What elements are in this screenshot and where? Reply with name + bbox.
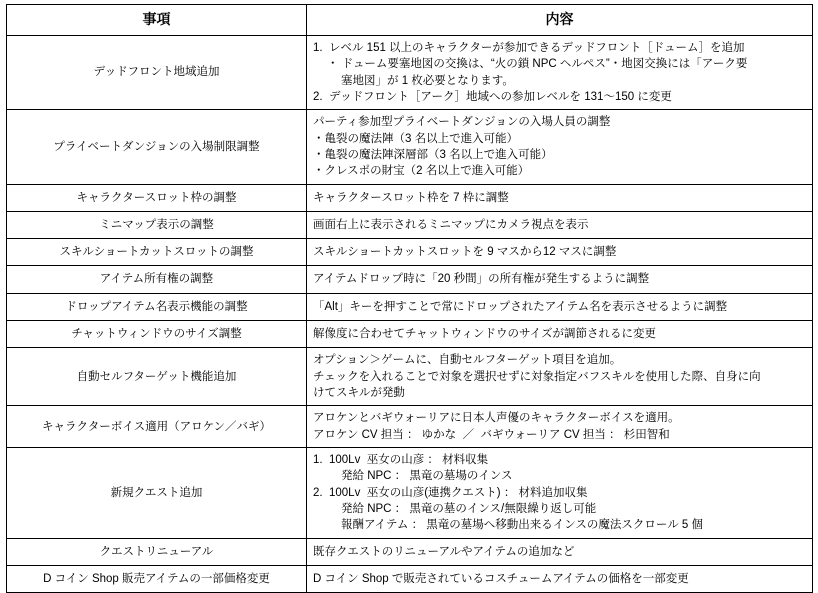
table-header bbox=[7, 5, 813, 36]
cell-item: デッドフロント地域追加 bbox=[7, 35, 307, 109]
description-line: ・亀裂の魔法陣（3 名以上で進入可能） bbox=[313, 132, 519, 145]
description-line: 既存クエストのリニューアルやアイテムの追加など bbox=[313, 545, 575, 558]
cell-item: スキルショートカットスロットの調整 bbox=[7, 239, 307, 266]
table-row bbox=[7, 110, 813, 184]
description-line: 1. レベル 151 以上のキャラクターが参加できるデッドフロント［ドューム］を追加 bbox=[313, 41, 745, 54]
cell-description bbox=[307, 184, 813, 211]
cell-description bbox=[307, 35, 813, 109]
cell-item: キャラクターボイス適用（アロケン／バギ） bbox=[7, 406, 307, 448]
cell-item: ドロップアイテム名表示機能の調整 bbox=[7, 293, 307, 320]
description-line: オプション＞ゲームに、自動セルフターゲット項目を追加。 bbox=[313, 354, 622, 367]
table-header-row bbox=[7, 5, 813, 36]
table-row bbox=[7, 406, 813, 448]
cell-description bbox=[307, 239, 813, 266]
cell-item: チャットウィンドウのサイズ調整 bbox=[7, 321, 307, 348]
description-line: 2. デッドフロント［アーク］地域への参加レベルを 131～150 に変更 bbox=[313, 90, 672, 103]
description-line: チェックを入れることで対象を選択せずに対象指定バフスキルを使用した際、自身に向 bbox=[313, 370, 761, 383]
cell-item: アイテム所有権の調整 bbox=[7, 266, 307, 293]
table-row bbox=[7, 211, 813, 238]
column-header-item: 事項 bbox=[7, 5, 307, 36]
cell-item: ミニマップ表示の調整 bbox=[7, 211, 307, 238]
table-row bbox=[7, 35, 813, 109]
table-body bbox=[7, 35, 813, 593]
column-header-description: 内容 bbox=[307, 5, 813, 36]
table-row bbox=[7, 266, 813, 293]
description-line: パーティ参加型プライベートダンジョンの入場人員の調整 bbox=[313, 116, 611, 129]
description-line: 「Alt」キーを押すことで常にドロップされたアイテム名を表示させるように調整 bbox=[313, 300, 728, 313]
description-line: 画面右上に表示されるミニマップにカメラ視点を表示 bbox=[313, 218, 589, 231]
description-line: ・ ドューム要塞地図の交換は、“火の鎖 NPC ヘルペス”・地図交換には「アーク要 bbox=[327, 58, 748, 71]
table-row bbox=[7, 348, 813, 406]
cell-description bbox=[307, 406, 813, 448]
description-line: 2. 100Lv 巫女の山彦(連携クエスト) ： 材料追加収集 bbox=[313, 486, 588, 499]
table-row bbox=[7, 538, 813, 565]
description-line: 1. 100Lv 巫女の山彦 ： 材料収集 bbox=[313, 454, 489, 467]
description-line: スキルショートカットスロットを 9 マスから12 マスに調整 bbox=[313, 246, 617, 259]
description-line: 発給 NPC ： 黒竜の墓のインス/無限繰り返し可能 bbox=[341, 503, 597, 516]
description-line: D コイン Shop で販売されているコスチュームアイテムの価格を一部変更 bbox=[313, 573, 689, 586]
table-row bbox=[7, 293, 813, 320]
cell-item: 新規クエスト追加 bbox=[7, 448, 307, 539]
cell-item: プライベートダンジョンの入場制限調整 bbox=[7, 110, 307, 184]
table-row bbox=[7, 239, 813, 266]
cell-item: クエストリニューアル bbox=[7, 538, 307, 565]
description-line: 発給 NPC ： 黒竜の墓場のインス bbox=[341, 470, 513, 483]
cell-description bbox=[307, 348, 813, 406]
description-line: キャラクタースロット枠を 7 枠に調整 bbox=[313, 191, 509, 204]
description-line: ・クレスポの財宝（2 名以上で進入可能） bbox=[313, 165, 530, 178]
cell-item: D コイン Shop 販売アイテムの一部価格変更 bbox=[7, 566, 307, 593]
description-line: 解像度に合わせてチャットウィンドウのサイズが調節されるに変更 bbox=[313, 328, 657, 341]
description-line: ・亀裂の魔法陣深層部（3 名以上で進入可能） bbox=[313, 148, 553, 161]
table-row bbox=[7, 184, 813, 211]
cell-description bbox=[307, 211, 813, 238]
description-line: けてスキルが発動 bbox=[313, 387, 405, 400]
cell-description bbox=[307, 566, 813, 593]
cell-description bbox=[307, 321, 813, 348]
cell-item: キャラクタースロット枠の調整 bbox=[7, 184, 307, 211]
description-line: アロケン CV 担当 ： ゆかな ／ バギウォーリア CV 担当 ： 杉田智和 bbox=[313, 428, 670, 441]
patch-notes-table bbox=[6, 4, 813, 593]
cell-description bbox=[307, 110, 813, 184]
cell-description bbox=[307, 266, 813, 293]
description-line: アイテムドロップ時に「20 秒間」の所有権が発生するように調整 bbox=[313, 273, 650, 286]
table-row bbox=[7, 566, 813, 593]
cell-item: 自動セルフターゲット機能追加 bbox=[7, 348, 307, 406]
table-row bbox=[7, 448, 813, 539]
description-line: 塞地図」が 1 枚必要となります。 bbox=[341, 74, 514, 87]
cell-description bbox=[307, 293, 813, 320]
description-line: アロケンとバギウォーリアに日本人声優のキャラクターボイスを適用。 bbox=[313, 412, 680, 425]
description-line: 報酬アイテム ： 黒竜の墓場へ移動出来るインスの魔法スクロール 5 個 bbox=[341, 519, 703, 532]
cell-description bbox=[307, 538, 813, 565]
table-row bbox=[7, 321, 813, 348]
cell-description bbox=[307, 448, 813, 539]
